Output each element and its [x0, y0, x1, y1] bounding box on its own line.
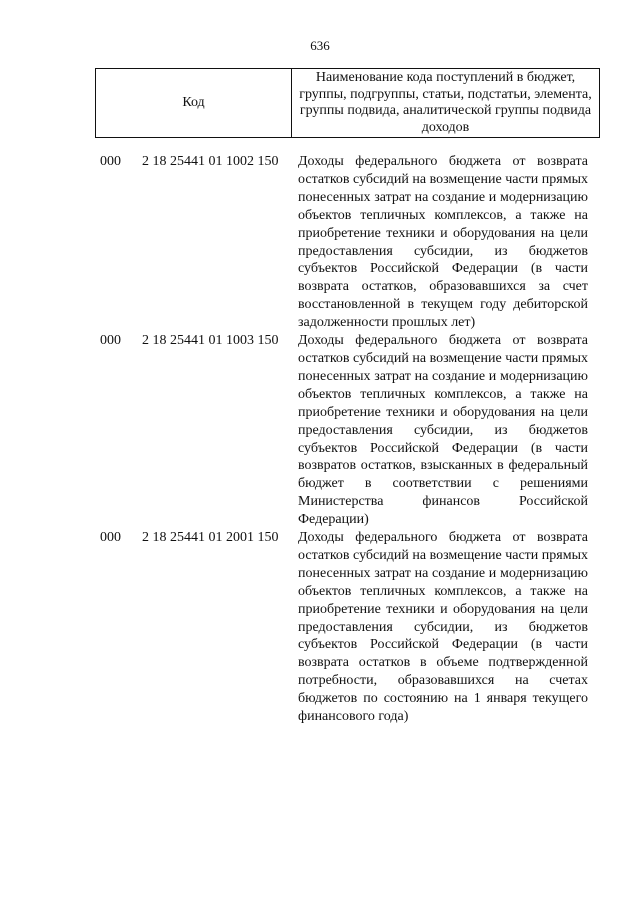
admin-code: 000 [100, 154, 121, 169]
revenue-code-list [100, 153, 600, 726]
revenue-description: Доходы федерального бюджета от возврата остатков субсидий на возмещение части прямых понесенных затрат на создание и модернизацию объектов тепличных комплексов, а также на приобретение техники и оборудования на цели предоставления субсидии, из бюджетов субъектов Российской Федерации (в части возврата остатков, образовавшихся за счет восстановленной в текущем году дебиторской задолженности прошлых лет) [298, 154, 588, 331]
header-name-column: Наименование кода поступлений в бюджет, группы, подгруппы, статьи, подстатьи, элемента, группы подвида, аналитической группы подвида доходов [299, 70, 592, 135]
table-row [100, 332, 600, 529]
revenue-code: 2 18 25441 01 1002 150 [142, 154, 279, 169]
admin-code: 000 [100, 530, 121, 546]
revenue-code: 2 18 25441 01 2001 150 [142, 530, 279, 546]
revenue-description: Доходы федерального бюджета от возврата остатков субсидий на возмещение части прямых понесенных затрат на создание и модернизацию объектов тепличных комплексов, а также на приобретение техники и оборудования на цели предоставления субсидии, из бюджетов субъектов Российской Федерации (в части возврата остатков в объеме подтвержденной потребности, образовавшихся на счетах бюджетов по состоянию на 1 января текущего финансового года) [298, 530, 588, 725]
page-number: 636 [310, 38, 330, 53]
table-row [100, 153, 600, 332]
table-header [95, 68, 600, 138]
admin-code: 000 [100, 333, 121, 349]
header-code-column: Код [96, 69, 292, 137]
table-row [100, 529, 600, 726]
revenue-code: 2 18 25441 01 1003 150 [142, 333, 279, 349]
revenue-description: Доходы федерального бюджета от возврата остатков субсидий на возмещение части прямых понесенных затрат на создание и модернизацию объектов тепличных комплексов, а также на приобретение техники и оборудования на цели предоставления субсидии, из бюджетов субъектов Российской Федерации (в части возвратов остатков, взысканных в федеральный бюджет в соответствии с решениями Министерства финансов Российской Федерации) [298, 333, 588, 528]
